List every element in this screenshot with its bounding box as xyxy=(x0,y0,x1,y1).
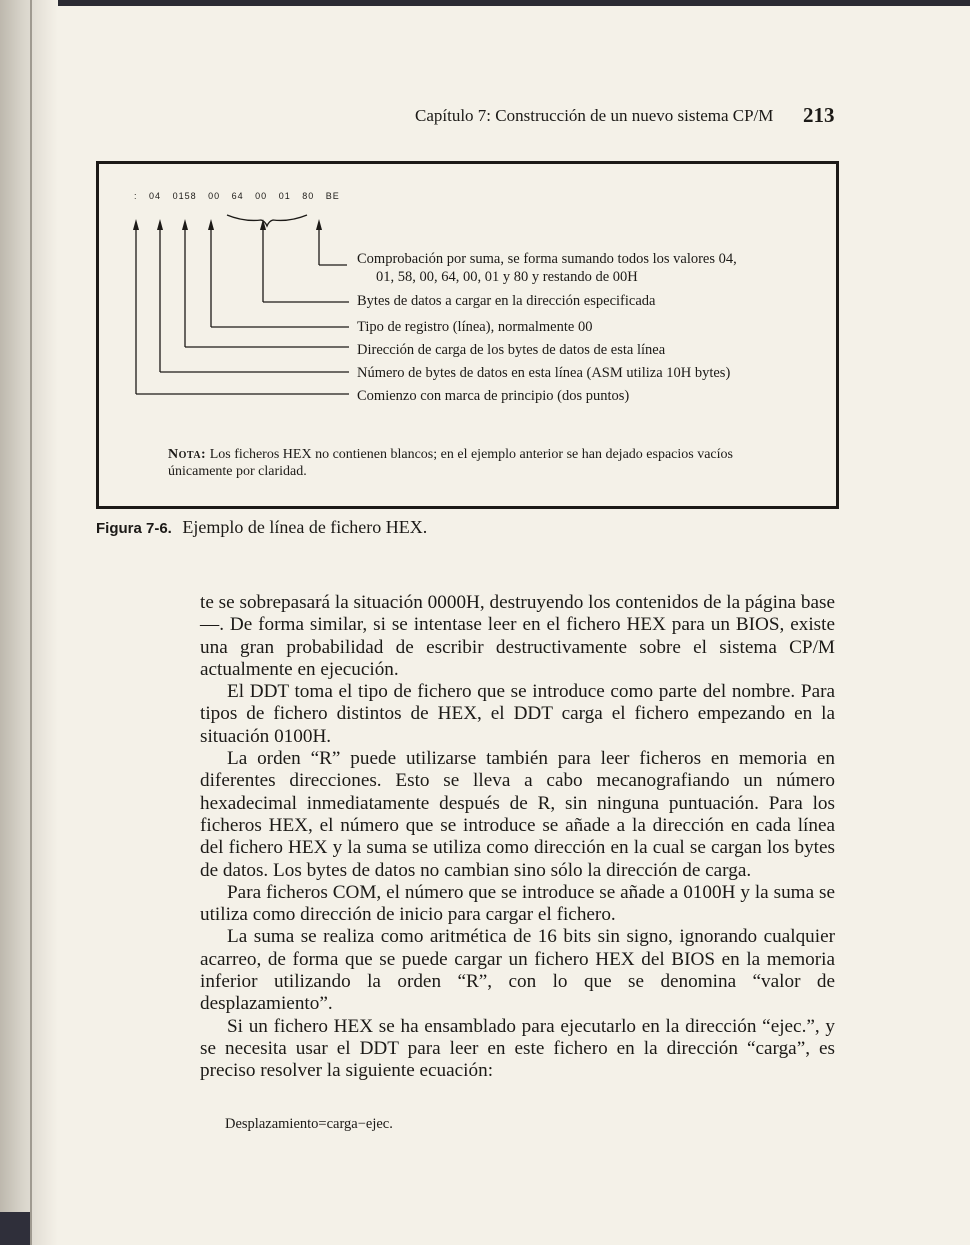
hex-field-checksum: BE xyxy=(325,191,340,201)
spine-bottom-edge xyxy=(0,1212,30,1245)
annotation-checksum-line2: 01, 58, 00, 64, 00, 01 y 80 y restando de 00H xyxy=(376,269,638,285)
hex-field-data: 01 xyxy=(278,191,291,201)
figure-title: Ejemplo de línea de fichero HEX. xyxy=(182,517,428,537)
running-title: Capítulo 7: Construcción de un nuevo sistema CP/M xyxy=(415,106,774,125)
hex-field-data: 64 xyxy=(231,191,244,201)
annotation-checksum-line1: Comprobación por suma, se forma sumando todos los valores 04, xyxy=(357,251,737,267)
spine-fold-line xyxy=(30,0,32,1245)
paragraph: La suma se realiza como aritmética de 16 bits sin signo, ignorando cualquier acarreo, de forma que se puede cargar un fichero HEX del BIOS en la memoria inferior utilizando la orden “R”, con lo que se denomina “valor de desplazamiento”. xyxy=(200,926,835,1015)
page-number: 213 xyxy=(803,103,835,127)
annotation-load-address: Dirección de carga de los bytes de datos de esta línea xyxy=(357,342,666,358)
annotation-record-type: Tipo de registro (línea), normalmente 00 xyxy=(357,319,593,335)
arrowhead xyxy=(208,219,214,230)
hex-field-type: 00 xyxy=(208,191,221,201)
note-text: Los ficheros HEX no contienen blancos; en el ejemplo anterior se han dejado espacios vacíos únicamente por claridad. xyxy=(168,447,733,479)
figure-caption xyxy=(96,517,427,538)
hex-field-data: 80 xyxy=(302,191,315,201)
note-label: Nota: xyxy=(168,447,207,462)
book-spine-shadow xyxy=(0,0,58,1245)
paragraph: te se sobrepasará la situación 0000H, destruyendo los contenidos de la página base—. De forma similar, si se intentase leer en el fichero HEX para un BIOS, existe una gran probabilidad de escribir destructivamente sobre el sistema CP/M actualmente en ejecución. xyxy=(200,592,835,680)
annotation-start-mark: Comienzo con marca de principio (dos puntos) xyxy=(357,388,630,404)
hex-field-address: 0158 xyxy=(172,191,197,201)
body-text xyxy=(200,592,835,1083)
figure-box xyxy=(96,161,839,509)
data-bytes-brace xyxy=(227,215,307,226)
paragraph: La orden “R” puede utilizarse también para leer ficheros en memoria en diferentes direcciones. Esto se lleva a cabo mecanografiando un número hexadecimal inmediatamente después de R, sin ninguna puntuación. Para los ficheros HEX, el número que se introduce se añade a la dirección en cada línea del fichero HEX y la suma se utiliza como dirección en la cual se cargan los bytes de datos. Los bytes de datos no cambian sino sólo la dirección de carga. xyxy=(200,748,835,881)
figure-label: Figura 7-6. xyxy=(96,520,172,537)
page-top-edge xyxy=(0,0,970,6)
hex-field-start: : xyxy=(134,191,138,201)
arrowhead xyxy=(133,219,139,230)
arrowhead xyxy=(182,219,188,230)
hex-field-count: 04 xyxy=(149,191,162,201)
hex-field-data: 00 xyxy=(255,191,268,201)
displacement-formula: Desplazamiento=carga−ejec. xyxy=(225,1116,393,1132)
paragraph: El DDT toma el tipo de fichero que se introduce como parte del nombre. Para tipos de fichero distintos de HEX, el DDT carga el fichero empezando en la situación 0100H. xyxy=(200,681,835,747)
annotation-byte-count: Número de bytes de datos en esta línea (ASM utiliza 10H bytes) xyxy=(357,365,731,381)
paragraph: Si un fichero HEX se ha ensamblado para ejecutarlo en la dirección “ejec.”, y se necesita usar el DDT para leer en este fichero en la dirección “carga”, es preciso resolver la siguiente ecuación: xyxy=(200,1015,835,1082)
annotation-data-bytes: Bytes de datos a cargar en la dirección especificada xyxy=(357,293,656,309)
paragraph: Para ficheros COM, el número que se introduce se añade a 0100H y la suma se utiliza como dirección de inicio para cargar el fichero. xyxy=(200,881,835,926)
figure-note xyxy=(168,446,788,480)
arrowhead xyxy=(157,219,163,230)
arrowhead xyxy=(316,219,322,230)
